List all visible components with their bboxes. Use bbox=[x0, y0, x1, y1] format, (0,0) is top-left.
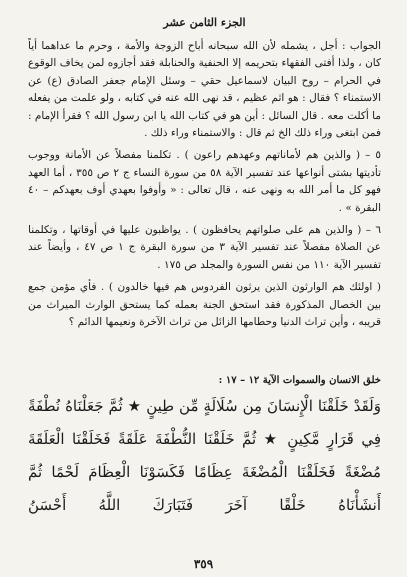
section-title: خلق الانسان والسموات الآية ١٢ – ١٧ : bbox=[218, 374, 381, 386]
page-number: ٣٥٩ bbox=[193, 557, 214, 571]
running-title: الجزء الثامن عشر bbox=[163, 16, 246, 29]
quran-verse-text: وَلَقَدْ خَلَقْنَا الْإِنسَانَ مِن سُلَالَةٍ مِّن طِينٍ ★ ثُمَّ جَعَلْنَاهُ نُطْفَةً فِي قَرَارٍ مَّكِينٍ ★ ثُمَّ خَلَقْنَا النُّطْفَةَ عَلَقَةً فَخَلَقْنَا الْعَلَقَةَ مُضْغَةً فَخَلَقْنَا الْمُضْغَةَ عِظَامًا فَكَسَوْنَا الْعِظَامَ لَحْمًا ثُمَّ أَنشَأْنَاهُ خَلْقًا آخَرَ فَتَبَارَكَ اللَّهُ أَحْسَنُ bbox=[28, 396, 381, 514]
verse-5-commentary: ٥ – ( والذين هم لأماناتهم وعهدهم راعون ) . تكلمنا مفصلاً عن الأمانة ووجوب تأديتها بشتى أنواعها عند تفسير الآية ٥٨ من سورة النساء ج ٢ ص ٣٥٥ ، أما العهد فهو كل ما أمر الله به ونهى عنه ، قال تعالى : « وأوفوا بعهدي أوف بعهدكم – ٤٠ البقرة » . bbox=[28, 149, 381, 214]
inheritors-commentary: ( اولئك هم الوارثون الذين يرثون الفردوس هم فيها خالدون ) . فأي مؤمن جمع بين الخصال المذكورة فقد استحق الجنة بعمله كما يستحق الوارث الميراث من قريبه ، وأين تراث الدنيا وحطامها الزائل من تراث الآخرة ونعيمها الدائم ؟ bbox=[28, 281, 381, 329]
verse-6-commentary: ٦ – ( والذين هم على صلواتهم يحافظون ) . يواظبون عليها في أوقاتها ، وتكلمنا عن الصلاة مفصلاً عند تفسير الآية ٣ من سورة البقرة ج ١ ص ٤٧ ، وأيضاً عند تفسير الآية ١١٠ من نفس السورة والمجلد ص ١٧٥ . bbox=[28, 224, 382, 271]
answer-paragraph: الجواب : أجل ، يشمله لأن الله سبحانه أباح الزوجة والأمة ، وحرم ما عداهما أياً كان ، ولذا أفتى الفقهاء بتحريمه إلا الحنفية والحنابلة فقد أجازوه لمن يخاف الوقوع في الحرام – روح البيان لاسماعيل حقي – وسئل الإمام جعفر الصادق (ع) عن الاستمناء ؟ فقال : هو اثم عظيم ، قد نهى الله عنه في كتابه ، ولو علمت من يفعله ما أكلت معه . قال السائل : أين هو في كتاب الله يا ابن رسول الله ؟ فقرأ الإمام : فمن ابتغى وراء ذلك الخ ثم قال : والاستمناء وراء ذلك . bbox=[28, 40, 381, 140]
